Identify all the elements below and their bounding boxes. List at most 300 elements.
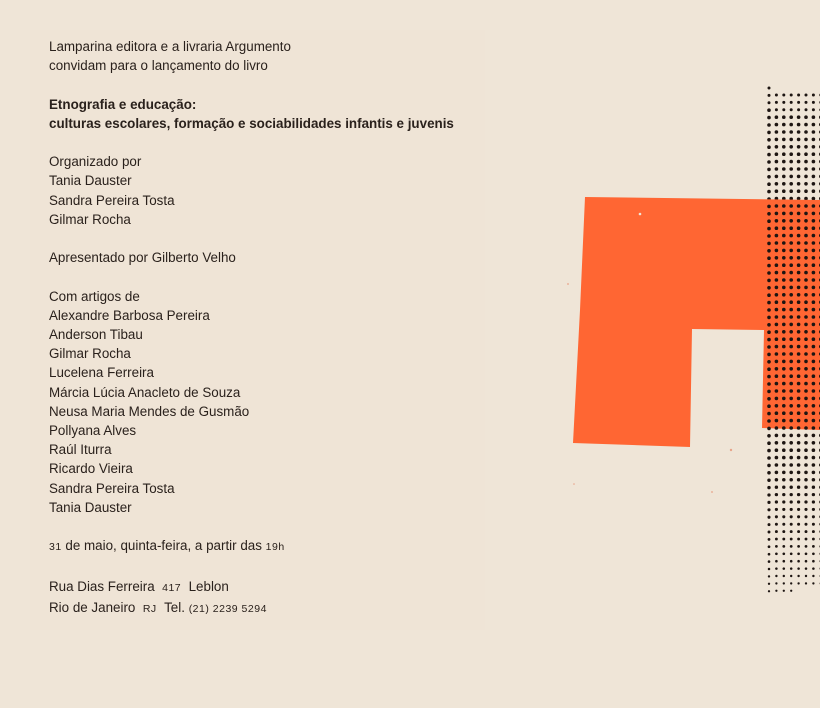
halftone-dot bbox=[782, 411, 786, 415]
halftone-dot bbox=[804, 330, 808, 334]
halftone-dot bbox=[767, 153, 771, 157]
halftone-dot bbox=[775, 101, 778, 104]
halftone-dot bbox=[797, 552, 800, 555]
halftone-dot bbox=[789, 308, 793, 312]
halftone-dot bbox=[789, 448, 793, 452]
author-name: Anderson Tibau bbox=[49, 326, 143, 342]
halftone-dot bbox=[789, 152, 793, 156]
halftone-dot bbox=[797, 389, 801, 393]
halftone-dot bbox=[789, 167, 793, 171]
halftone-dot bbox=[775, 441, 779, 445]
halftone-dot bbox=[767, 308, 771, 312]
halftone-dot bbox=[805, 552, 808, 555]
halftone-dot bbox=[804, 175, 808, 179]
halftone-dot bbox=[782, 448, 786, 452]
halftone-dot bbox=[797, 234, 801, 238]
halftone-dot bbox=[775, 256, 779, 260]
presenter: Apresentado por Gilberto Velho bbox=[49, 250, 236, 266]
halftone-dot bbox=[797, 478, 801, 482]
halftone-dot bbox=[767, 108, 771, 112]
halftone-dot bbox=[797, 167, 801, 171]
halftone-dot bbox=[804, 360, 808, 364]
halftone-dot bbox=[789, 397, 793, 401]
halftone-dot bbox=[789, 204, 793, 208]
authors-block bbox=[49, 287, 454, 517]
halftone-dot bbox=[790, 515, 793, 518]
halftone-dot bbox=[767, 486, 770, 489]
book-subtitle: culturas escolares, formação e sociabilidades infantis e juvenis bbox=[49, 115, 454, 131]
halftone-dot bbox=[797, 426, 801, 430]
halftone-dot bbox=[797, 530, 800, 533]
halftone-dot bbox=[797, 182, 801, 186]
author-name: Márcia Lúcia Anacleto de Souza bbox=[49, 384, 241, 400]
halftone-dot bbox=[789, 160, 793, 164]
halftone-dot bbox=[775, 456, 779, 460]
halftone-dot bbox=[789, 330, 793, 334]
halftone-dot bbox=[804, 367, 808, 371]
halftone-dot bbox=[782, 367, 786, 371]
halftone-dot bbox=[812, 138, 816, 142]
halftone-dot bbox=[804, 130, 808, 134]
halftone-dot bbox=[783, 582, 785, 584]
halftone-dot bbox=[768, 553, 771, 556]
halftone-dot bbox=[797, 256, 801, 260]
halftone-dot bbox=[812, 360, 816, 364]
halftone-dot bbox=[783, 560, 786, 563]
halftone-dot bbox=[812, 204, 816, 208]
authors-label: Com artigos de bbox=[49, 288, 140, 304]
halftone-dot bbox=[790, 508, 793, 511]
halftone-dot bbox=[789, 426, 793, 430]
halftone-dot bbox=[790, 108, 793, 111]
halftone-dot bbox=[782, 286, 786, 290]
halftone-dot bbox=[775, 360, 779, 364]
halftone-dot bbox=[812, 538, 815, 541]
halftone-dot bbox=[804, 345, 808, 349]
halftone-dot bbox=[775, 234, 779, 238]
halftone-dot bbox=[812, 419, 816, 423]
halftone-dot bbox=[782, 441, 786, 445]
halftone-dot bbox=[775, 293, 779, 297]
halftone-dot bbox=[797, 226, 801, 230]
halftone-dot bbox=[782, 323, 786, 327]
halftone-dot bbox=[782, 486, 785, 489]
halftone-dot bbox=[789, 278, 793, 282]
halftone-dot bbox=[782, 175, 786, 179]
halftone-dot bbox=[797, 567, 800, 570]
halftone-dot bbox=[812, 130, 816, 134]
halftone-dot bbox=[775, 152, 779, 156]
book-title: Etnografia e educação: bbox=[49, 96, 197, 112]
halftone-dot bbox=[812, 108, 815, 111]
halftone-dot bbox=[775, 271, 779, 275]
halftone-dot bbox=[805, 545, 808, 548]
halftone-dot bbox=[775, 545, 778, 548]
halftone-dot bbox=[797, 441, 801, 445]
halftone-dot bbox=[767, 123, 771, 127]
halftone-dot bbox=[775, 567, 778, 570]
halftone-dot bbox=[775, 212, 779, 216]
halftone-dot bbox=[804, 249, 808, 253]
address-line-2 bbox=[49, 598, 454, 619]
halftone-dot bbox=[797, 500, 800, 503]
halftone-dot bbox=[804, 226, 808, 230]
halftone-dot bbox=[767, 190, 771, 194]
halftone-dot bbox=[790, 560, 793, 563]
halftone-dot bbox=[805, 538, 808, 541]
halftone-dot bbox=[812, 523, 815, 526]
halftone-dot bbox=[812, 575, 814, 577]
halftone-dot bbox=[797, 123, 801, 127]
halftone-dot bbox=[782, 300, 786, 304]
halftone-dot bbox=[775, 138, 779, 142]
halftone-dot bbox=[775, 130, 779, 134]
halftone-dot bbox=[767, 301, 771, 305]
halftone-dot bbox=[775, 286, 779, 290]
halftone-dot bbox=[804, 115, 808, 119]
halftone-dot bbox=[797, 463, 801, 467]
halftone-dot bbox=[797, 271, 801, 275]
halftone-dot bbox=[782, 389, 786, 393]
organizers-label: Organizado por bbox=[49, 154, 142, 170]
halftone-dot bbox=[767, 279, 771, 283]
city: Rio de Janeiro bbox=[49, 599, 136, 615]
halftone-dot bbox=[767, 449, 771, 453]
halftone-dot bbox=[812, 212, 816, 216]
halftone-dot bbox=[812, 582, 814, 584]
halftone-dot bbox=[790, 486, 793, 489]
halftone-dot bbox=[812, 94, 815, 97]
halftone-dot bbox=[790, 538, 793, 541]
halftone-dot bbox=[783, 567, 786, 570]
halftone-dot bbox=[767, 249, 771, 253]
halftone-dot bbox=[775, 560, 778, 563]
halftone-dot bbox=[804, 463, 808, 467]
halftone-dot bbox=[767, 316, 771, 320]
halftone-dot bbox=[789, 374, 793, 378]
author-name: Raúl Iturra bbox=[49, 442, 112, 458]
halftone-dot bbox=[789, 212, 793, 216]
halftone-dot bbox=[775, 123, 779, 127]
halftone-dot bbox=[789, 263, 793, 267]
halftone-dot bbox=[775, 523, 778, 526]
halftone-dot bbox=[797, 419, 801, 423]
halftone-dot bbox=[783, 590, 785, 592]
author-name: Alexandre Barbosa Pereira bbox=[49, 307, 210, 323]
halftone-dot bbox=[768, 568, 771, 571]
halftone-dot bbox=[775, 278, 779, 282]
halftone-dot bbox=[767, 138, 771, 142]
halftone-dot bbox=[812, 448, 816, 452]
halftone-dot bbox=[804, 374, 808, 378]
halftone-dot bbox=[782, 374, 786, 378]
halftone-dot bbox=[782, 471, 786, 475]
halftone-dot bbox=[789, 463, 793, 467]
halftone-dot bbox=[797, 241, 801, 245]
halftone-dot bbox=[768, 523, 771, 526]
halftone-dot bbox=[812, 175, 816, 179]
author-name: Neusa Maria Mendes de Gusmão bbox=[49, 403, 250, 419]
halftone-dot bbox=[782, 463, 786, 467]
halftone-dot bbox=[797, 523, 800, 526]
halftone-dot bbox=[767, 441, 771, 445]
halftone-dot bbox=[797, 278, 801, 282]
halftone-dot bbox=[767, 131, 771, 135]
halftone-dot bbox=[804, 138, 808, 142]
halftone-dot bbox=[775, 434, 779, 438]
halftone-dot bbox=[767, 286, 771, 290]
halftone-dot bbox=[805, 560, 808, 563]
halftone-dot bbox=[789, 241, 793, 245]
halftone-dot bbox=[797, 293, 801, 297]
event-date-text: de maio, quinta-feira, a partir das bbox=[61, 538, 266, 554]
halftone-dot bbox=[775, 315, 779, 319]
halftone-dot bbox=[775, 115, 779, 119]
halftone-dot bbox=[767, 397, 771, 401]
halftone-dot bbox=[782, 189, 786, 193]
halftone-dot bbox=[804, 315, 808, 319]
halftone-dot bbox=[790, 530, 793, 533]
halftone-dot bbox=[812, 441, 816, 445]
halftone-dot bbox=[782, 493, 785, 496]
halftone-dot bbox=[797, 300, 801, 304]
halftone-dot bbox=[789, 315, 793, 319]
halftone-dot bbox=[782, 263, 786, 267]
halftone-dot bbox=[782, 152, 786, 156]
halftone-dot bbox=[775, 345, 779, 349]
halftone-dot bbox=[775, 108, 778, 111]
halftone-dot bbox=[767, 427, 771, 431]
halftone-dot bbox=[768, 531, 771, 534]
author-name: Tania Dauster bbox=[49, 499, 132, 515]
halftone-dot bbox=[804, 160, 808, 164]
district: Leblon bbox=[188, 578, 229, 594]
halftone-dot bbox=[775, 160, 779, 164]
halftone-dot bbox=[775, 94, 778, 97]
presenter-block bbox=[49, 248, 454, 267]
halftone-dot bbox=[804, 167, 808, 171]
halftone-dot bbox=[782, 330, 786, 334]
halftone-dot bbox=[775, 367, 779, 371]
halftone-dot bbox=[812, 293, 816, 297]
halftone-dot bbox=[775, 145, 779, 149]
halftone-dot bbox=[805, 523, 808, 526]
halftone-dot bbox=[789, 293, 793, 297]
halftone-dot bbox=[775, 352, 779, 356]
halftone-dot bbox=[812, 315, 816, 319]
halftone-dot bbox=[782, 234, 786, 238]
halftone-dot bbox=[804, 323, 808, 327]
halftone-dot bbox=[775, 397, 779, 401]
halftone-dot bbox=[812, 197, 816, 201]
event-day: 31 bbox=[49, 541, 62, 554]
halftone-dot bbox=[804, 152, 808, 156]
halftone-dot bbox=[782, 404, 786, 408]
halftone-dot bbox=[767, 353, 771, 357]
halftone-dot bbox=[804, 271, 808, 275]
halftone-dot bbox=[775, 219, 779, 223]
halftone-dot bbox=[804, 293, 808, 297]
halftone-dot bbox=[767, 404, 771, 408]
halftone-dot bbox=[789, 367, 793, 371]
halftone-dot bbox=[775, 419, 779, 423]
author-name: Gilmar Rocha bbox=[49, 346, 131, 362]
halftone-dot bbox=[812, 263, 816, 267]
halftone-dot bbox=[767, 367, 771, 371]
halftone-dot bbox=[775, 330, 779, 334]
halftone-dot bbox=[812, 182, 816, 186]
halftone-dot bbox=[797, 212, 801, 216]
halftone-dot bbox=[767, 360, 771, 364]
halftone-dot bbox=[782, 538, 785, 541]
halftone-dot bbox=[768, 87, 771, 90]
halftone-dot bbox=[767, 471, 771, 475]
halftone-dot bbox=[812, 545, 815, 548]
halftone-dot bbox=[775, 538, 778, 541]
event-date-block bbox=[49, 536, 454, 557]
halftone-dot bbox=[767, 323, 771, 327]
halftone-dot bbox=[790, 545, 793, 548]
organizer-name: Gilmar Rocha bbox=[49, 211, 131, 227]
halftone-dot bbox=[775, 389, 779, 393]
halftone-dot bbox=[797, 330, 801, 334]
halftone-dot bbox=[767, 234, 771, 238]
street: Rua Dias Ferreira bbox=[49, 578, 155, 594]
organizer-name: Sandra Pereira Tosta bbox=[49, 192, 175, 208]
halftone-dot bbox=[789, 256, 793, 260]
halftone-dot bbox=[797, 308, 801, 312]
halftone-dot bbox=[775, 486, 778, 489]
halftone-dot bbox=[812, 552, 815, 555]
halftone-dot bbox=[804, 434, 808, 438]
halftone-dot bbox=[775, 337, 779, 341]
halftone-dot bbox=[789, 389, 793, 393]
halftone-dot bbox=[782, 101, 785, 104]
halftone-dot bbox=[767, 242, 771, 246]
halftone-dot bbox=[812, 397, 816, 401]
halftone-dot bbox=[768, 583, 770, 585]
halftone-dot bbox=[789, 323, 793, 327]
halftone-dot bbox=[797, 582, 799, 584]
halftone-dot bbox=[789, 123, 793, 127]
halftone-dot bbox=[789, 419, 793, 423]
halftone-dot bbox=[797, 508, 800, 511]
halftone-dot bbox=[767, 434, 771, 438]
organizer-name: Tania Dauster bbox=[49, 173, 132, 189]
halftone-dot bbox=[812, 337, 816, 341]
halftone-dot bbox=[790, 590, 792, 592]
halftone-dot bbox=[797, 545, 800, 548]
halftone-dot bbox=[782, 456, 786, 460]
halftone-dot bbox=[767, 175, 771, 179]
halftone-dot bbox=[775, 323, 779, 327]
halftone-dot bbox=[768, 590, 770, 592]
halftone-dot bbox=[782, 249, 786, 253]
halftone-dot bbox=[782, 360, 786, 364]
halftone-dot bbox=[782, 182, 786, 186]
halftone-dot bbox=[789, 478, 793, 482]
halftone-dot bbox=[797, 138, 801, 142]
halftone-dot bbox=[797, 108, 800, 111]
halftone-dot bbox=[767, 390, 771, 394]
halftone-dot bbox=[812, 271, 816, 275]
halftone-dot bbox=[812, 374, 816, 378]
halftone-dot bbox=[782, 500, 785, 503]
halftone-dot bbox=[812, 219, 816, 223]
halftone-dot bbox=[782, 434, 786, 438]
halftone-dot bbox=[789, 249, 793, 253]
halftone-dot bbox=[775, 300, 779, 304]
halftone-dot bbox=[782, 212, 786, 216]
halftone-dot bbox=[789, 175, 793, 179]
halftone-dot bbox=[797, 575, 799, 577]
author-name: Lucelena Ferreira bbox=[49, 365, 154, 381]
halftone-dot bbox=[775, 493, 778, 496]
halftone-dot bbox=[790, 582, 792, 584]
halftone-dot bbox=[797, 337, 801, 341]
halftone-dot bbox=[812, 345, 816, 349]
halftone-dot bbox=[775, 204, 779, 208]
halftone-dot bbox=[782, 204, 786, 208]
halftone-dot bbox=[789, 300, 793, 304]
halftone-dot bbox=[782, 508, 785, 511]
book-title-block bbox=[49, 95, 454, 133]
invitation-intro bbox=[49, 37, 454, 75]
halftone-dot bbox=[782, 315, 786, 319]
halftone-dot bbox=[768, 545, 771, 548]
halftone-dot bbox=[797, 145, 801, 149]
halftone-dot bbox=[768, 101, 771, 104]
halftone-dot bbox=[804, 286, 808, 290]
halftone-dot bbox=[789, 404, 793, 408]
address-line-1 bbox=[49, 577, 454, 598]
halftone-dot bbox=[797, 189, 801, 193]
halftone-dot bbox=[805, 567, 808, 570]
halftone-dot bbox=[775, 575, 777, 577]
halftone-dot bbox=[804, 234, 808, 238]
halftone-dot bbox=[804, 382, 808, 386]
halftone-dot bbox=[812, 278, 816, 282]
halftone-dot bbox=[812, 486, 815, 489]
halftone-dot bbox=[782, 308, 786, 312]
halftone-dot bbox=[804, 123, 808, 127]
halftone-dot bbox=[812, 152, 816, 156]
halftone-dot bbox=[804, 204, 808, 208]
halftone-dot bbox=[775, 411, 779, 415]
halftone-dot bbox=[782, 382, 786, 386]
halftone-dot bbox=[790, 567, 793, 570]
halftone-dot bbox=[812, 234, 816, 238]
halftone-dot bbox=[775, 478, 779, 482]
halftone-dot bbox=[775, 590, 777, 592]
halftone-dot bbox=[775, 189, 779, 193]
halftone-dot bbox=[804, 397, 808, 401]
halftone-dot bbox=[775, 382, 779, 386]
author-name: Pollyana Alves bbox=[49, 423, 137, 438]
halftone-dot bbox=[804, 508, 807, 511]
halftone-dot bbox=[768, 94, 771, 97]
halftone-dot bbox=[767, 419, 771, 423]
organizers-block bbox=[49, 152, 454, 229]
halftone-dot bbox=[767, 145, 771, 149]
halftone-dot bbox=[804, 189, 808, 193]
halftone-dot bbox=[812, 426, 816, 430]
halftone-dot bbox=[812, 115, 816, 119]
halftone-dot bbox=[782, 167, 786, 171]
halftone-dot bbox=[775, 500, 778, 503]
halftone-dot bbox=[782, 108, 785, 111]
halftone-dot bbox=[804, 337, 808, 341]
